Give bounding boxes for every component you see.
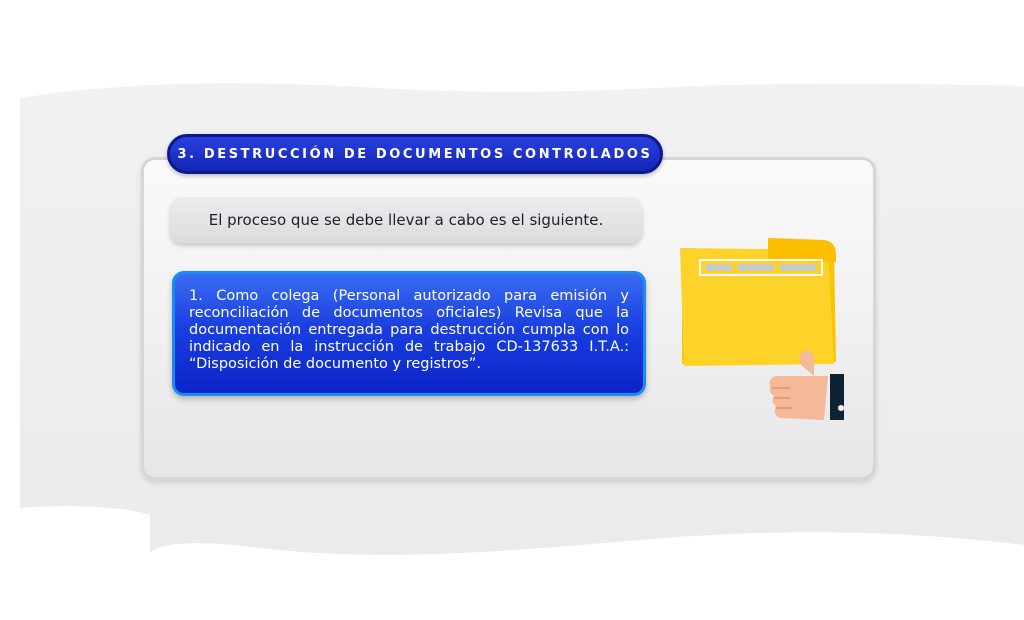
step-box: [172, 271, 646, 396]
folder-label-stripe-1: [706, 264, 732, 271]
intro-banner: [170, 197, 642, 243]
thumb: [800, 350, 814, 376]
step-text: 1. Como colega (Personal autorizado para emisión y reconciliación de documentos oficiales) Revisa que la documentación entregada para destrucción cumpla con lo indicado en la instrucción de trabajo CD-137633 I.T.A.: “Disposición de documento y registros”.: [189, 288, 629, 372]
sleeve: [830, 374, 844, 420]
folder-label-stripe-3: [780, 264, 816, 271]
cufflink: [838, 405, 844, 411]
intro-text: El proceso que se debe llevar a cabo es el siguiente.: [208, 211, 604, 229]
section-title: 3. DESTRUCCIÓN DE DOCUMENTOS CONTROLADOS: [177, 146, 653, 162]
folder-label-stripe-2: [738, 264, 774, 271]
section-title-banner: [167, 134, 663, 174]
folder-thumbs-up-icon: [672, 236, 844, 428]
